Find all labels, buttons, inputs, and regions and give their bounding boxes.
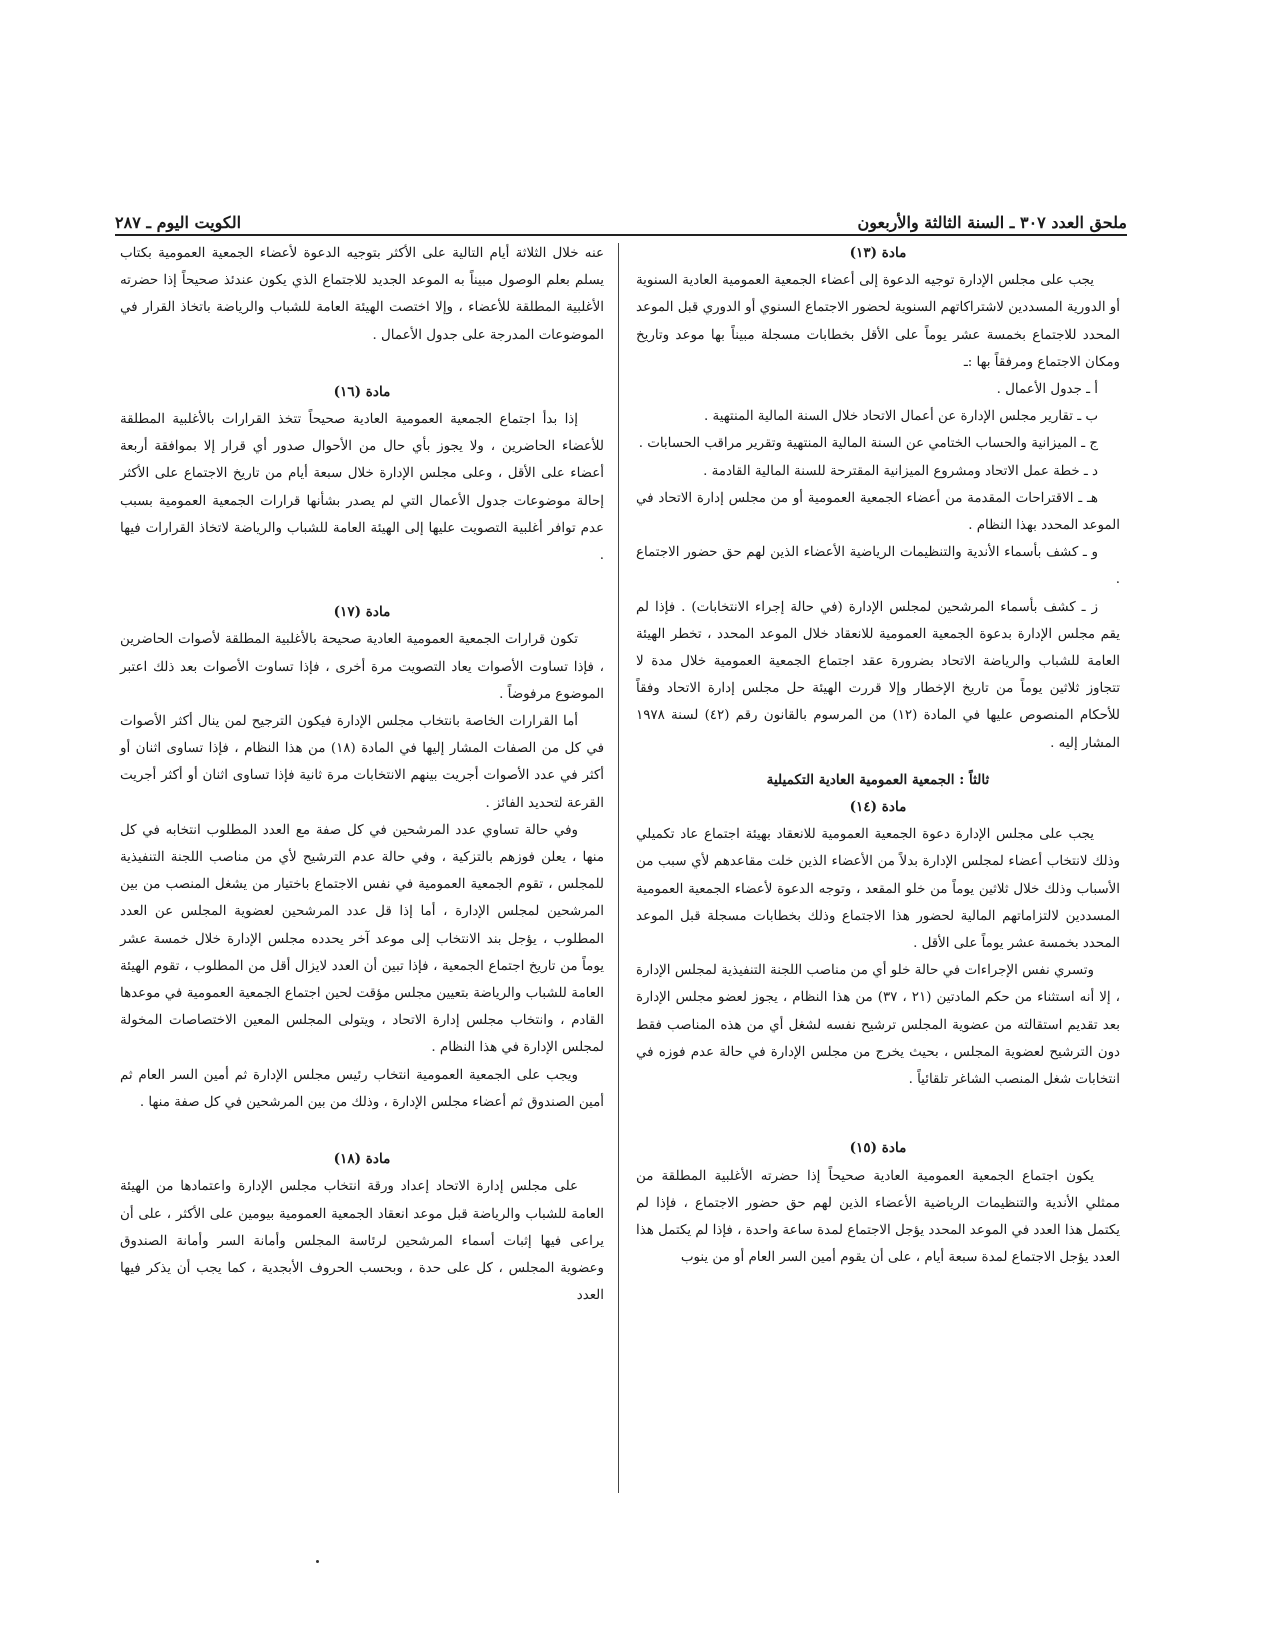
article-13-item-a: أ ـ جدول الأعمال . <box>996 382 1098 398</box>
issue-line: ملحق العدد ٣٠٧ ـ السنة الثالثة والأربعون <box>857 213 1127 232</box>
article-13-title: مادة (١٣) <box>849 245 907 261</box>
article-15 <box>636 1135 1120 1271</box>
article-18 <box>120 1146 604 1309</box>
article-16 <box>120 379 604 569</box>
column-divider <box>618 243 619 1493</box>
article-15-continued <box>120 240 604 349</box>
left-column <box>120 240 604 1309</box>
article-17-paragraph-3: وفي حالة تساوي عدد المرشحين في كل صفة مع العدد المطلوب انتخابه في كل منها ، يعلن فوزهم بالتزكية ، وفي حالة عدم الترشيح لأي من مناصب اللجنة التنفيذية للمجلس ، تقوم الجمعية العمومية في نفس الاجتماع باختيار من يشغل المنصب من بين المرشحين لمجلس الإدارة ، أما إذا قل عدد المرشحين لعضوية المجلس عن العدد المطلوب ، يؤجل بند الانتخاب إلى موعد آخر يحدده مجلس الإدارة خلال خمسة عشر يوماً من تاريخ اجتماع الجمعية ، فإذا تبين أن العدد لايزال أقل من المطلوب ، تقوم الهيئة العامة للشباب والرياضة بتعيين مجلس مؤقت لحين اجتماع الجمعية العمومية في موعدها القادم ، وانتخاب مجلس إدارة الاتحاد ، ويتولى المجلس المعين الاختصاصات المخولة لمجلس الإدارة في هذا النظام . <box>120 822 604 1056</box>
article-17-paragraph-2: أما القرارات الخاصة بانتخاب مجلس الإدارة فيكون الترجيح لمن ينال أكثر الأصوات في كل من الصفات المشار إليها في المادة (١٨) من هذا النظام ، فإذا تساوى اثنان أو أكثر في عدد الأصوات أجريت بينهم الانتخابات مرة ثانية فإذا تساوى اثنان أو أكثر أجريت القرعة لتحديد الفائز . <box>120 714 604 811</box>
article-18-title: مادة (١٨) <box>333 1151 391 1168</box>
article-14 <box>636 767 1120 1093</box>
article-17-paragraph-4: ويجب على الجمعية العمومية انتخاب رئيس مجلس الإدارة ثم أمين السر العام ثم أمين الصندوق ثم أعضاء مجلس الإدارة ، وذلك من بين المرشحين في كل صفة منها . <box>120 1067 604 1110</box>
article-16-title: مادة (١٦) <box>333 383 391 400</box>
article-17-paragraph-1: تكون قرارات الجمعية العمومية العادية صحيحة بالأغلبية المطلقة لأصوات الحاضرين ، فإذا تساوت الأصوات يعاد التصويت مرة أخرى ، فإذا تساوت الأصوات بعد ذلك اعتبر الموضوع مرفوضاً . <box>120 632 604 702</box>
article-14-paragraph-2: وتسري نفس الإجراءات في حالة خلو أي من مناصب اللجنة التنفيذية لمجلس الإدارة ، إلا أنه استثناء من حكم المادتين (٢١ ، ٣٧) من هذا النظام ، يجوز لعضو مجلس الإدارة بعد تقديم استقالته من عضوية المجلس ترشيح نفسه لشغل أي من هذه المناصب فقط دون الترشيح لعضوية المجلس ، بحيث يخرج من مجلس الإدارة في حالة عدم فوزه في انتخابات شغل المنصب الشاغر تلقائياً . <box>636 963 1120 1088</box>
article-17 <box>120 599 604 1116</box>
article-13-item-e: هـ ـ الاقتراحات المقدمة من أعضاء الجمعية العمومية أو من مجلس إدارة الاتحاد في الموعد المحدد بهذا النظام . <box>636 490 1120 534</box>
article-17-title: مادة (١٧) <box>333 604 391 621</box>
article-13-item-g: ز ـ كشف بأسماء المرشحين لمجلس الإدارة (في حالة إجراء الانتخابات) . فإذا لم يقم مجلس الإدارة بدعوة الجمعية العمومية للانعقاد خلال الموعد المحدد ، تخطر الهيئة العامة للشباب والرياضة الاتحاد بضرورة عقد اجتماع الجمعية العمومية خلال مدة لا تتجاوز ثلاثين يوماً من تاريخ الإخطار وإلا قررت الهيئة حل مجلس إدارة الاتحاد وفقاً للأحكام المنصوص عليها في المادة (١٢) من المرسوم بالقانون رقم (٤٢) لسنة ١٩٧٨ المشار إليه . <box>636 599 1120 751</box>
article-14-paragraph-1: يجب على مجلس الإدارة دعوة الجمعية العمومية للانعقاد بهيئة اجتماع عاد تكميلي وذلك لانتخاب أعضاء لمجلس الإدارة بدلاً من الأعضاء الذين خلت مقاعدهم لأي سبب من الأسباب وذلك خلال ثلاثين يوماً من خلو المقعد ، وتوجه الدعوة لأعضاء الجمعية العمومية المسددين لالتزاماتهم المالية لحضور هذا الاجتماع وذلك بخطابات مسجلة قبل الموعد المحدد بخمسة عشر يوماً على الأقل . <box>636 827 1120 952</box>
article-15-continuation: عنه خلال الثلاثة أيام التالية على الأكثر بتوجيه الدعوة لأعضاء الجمعية العمومية بكتاب يسلم بعلم الوصول مبيناً به الموعد الجديد للاجتماع الذي يكون عندئذ صحيحاً إذا حضرته الأغلبية المطلقة للأعضاء ، وإلا اختصت الهيئة العامة للشباب والرياضة باتخاذ القرار في الموضوعات المدرجة على جدول الأعمال . <box>120 246 604 343</box>
article-13-item-c: ج ـ الميزانية والحساب الختامي عن السنة المالية المنتهية وتقرير مراقب الحسابات . <box>638 436 1098 452</box>
article-15-title: مادة (١٥) <box>849 1140 907 1157</box>
page-number-line: الكويت اليوم ـ ٢٨٧ <box>115 213 242 232</box>
article-13-item-b: ب ـ تقارير مجلس الإدارة عن أعمال الاتحاد خلال السنة المالية المنتهية . <box>704 409 1098 425</box>
right-column <box>636 240 1120 1271</box>
article-15-paragraph-1: يكون اجتماع الجمعية العمومية العادية صحيحاً إذا حضرته الأغلبية المطلقة من ممثلي الأندية والتنظيمات الرياضية الأعضاء الذين لهم حق حضور الاجتماع ، فإذا لم يكتمل هذا العدد في الموعد المحدد يؤجل الاجتماع لمدة ساعة واحدة ، فإذا لم يكتمل هذا العدد يؤجل الاجتماع لمدة سبعة أيام ، على أن يقوم أمين السر العام أو من ينوب <box>636 1168 1120 1266</box>
page-header <box>115 208 1127 232</box>
article-13-intro: يجب على مجلس الإدارة توجيه الدعوة إلى أعضاء الجمعية العمومية العادية السنوية أو الدورية المسددين لاشتراكاتهم السنوية لحضور الاجتماع السنوي أو الدوري قبل الموعد المحدد للاجتماع بخمسة عشر يوماً على الأقل بخطابات مسجلة مبيناً بها موعد وتاريخ ومكان الاجتماع ومرفقاً بها :ـ <box>636 273 1120 370</box>
article-16-paragraph-1: إذا بدأ اجتماع الجمعية العمومية العادية صحيحاً تتخذ القرارات بالأغلبية المطلقة للأعضاء الحاضرين ، ولا يجوز بأي حال من الأحوال صدور أي قرار إلا بموافقة أربعة أعضاء على الأقل ، وعلى مجلس الإدارة خلال سبعة أيام من تاريخ الاجتماع على الأكثر إحالة موضوعات جدول الأعمال التي لم يصدر بشأنها قرارات الجمعية العمومية بسبب عدم توافر أغلبية التصويت عليها إلى الهيئة العامة للشباب والرياضة لاتخاذ القرارات فيها . <box>120 412 604 564</box>
article-13-item-f: و ـ كشف بأسماء الأندية والتنظيمات الرياضية الأعضاء الذين لهم حق حضور الاجتماع . <box>636 545 1120 588</box>
article-18-paragraph-1: على مجلس إدارة الاتحاد إعداد ورقة انتخاب مجلس الإدارة واعتمادها من الهيئة العامة للشباب والرياضة قبل موعد انعقاد الجمعية العمومية بيومين على الأكثر ، على أن يراعى فيها إثبات أسماء المرشحين لرئاسة المجلس وأمانة السر وأمانة الصندوق وعضوية المجلس ، كل على حدة ، وبحسب الحروف الأبجدية ، كما يجب أن يذكر فيها العدد <box>120 1179 604 1304</box>
article-13-item-d: د ـ خطة عمل الاتحاد ومشروع الميزانية المقترحة للسنة المالية القادمة . <box>703 463 1098 479</box>
section-three-title: ثالثاً : الجمعية العمومية العادية التكميلية <box>766 771 990 788</box>
header-rule <box>115 234 1127 236</box>
scan-speck <box>316 1560 319 1563</box>
article-14-title: مادة (١٤) <box>849 799 907 816</box>
article-13 <box>636 240 1120 757</box>
